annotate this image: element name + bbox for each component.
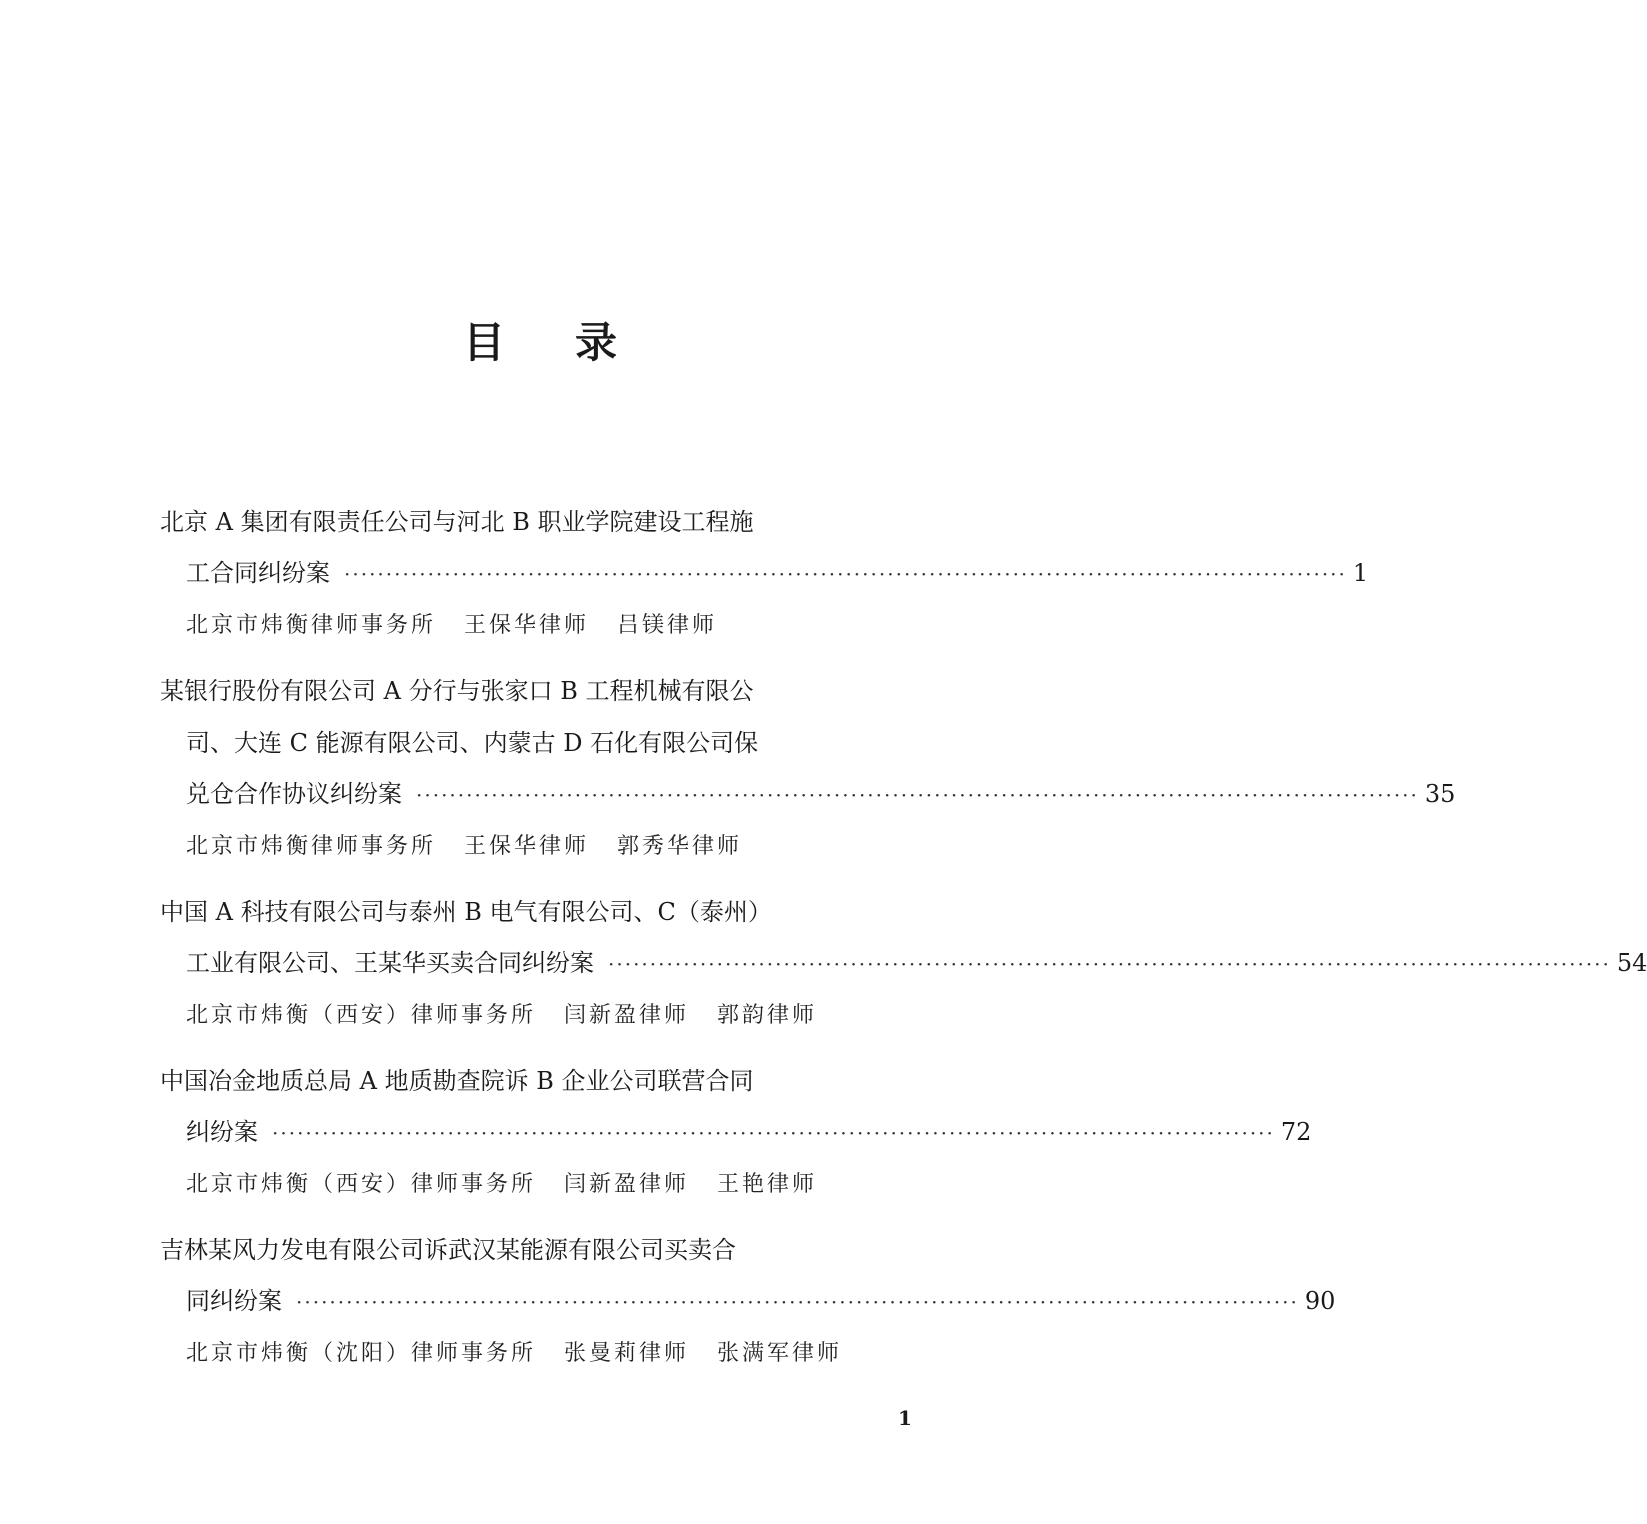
toc-entry-4-authors (186, 1170, 845, 1200)
toc-entry-page: 35 (1424, 780, 1456, 808)
author-firm: 北京市炜衡（西安）律师事务所 (186, 1172, 537, 1197)
leader-dots: ························································································································ (296, 1290, 1299, 1314)
toc-entry-5-authors (186, 1339, 870, 1369)
toc-entry-2-line-1[interactable]: 某银行股份有限公司 A 分行与张家口 B 工程机械有限公 (160, 677, 754, 705)
toc-entry-title-end: 纠纷案 (186, 1118, 258, 1146)
author-firm: 北京市炜衡律师事务所 (186, 613, 437, 638)
page-title: 目录 (462, 318, 687, 367)
author-lawyer: 王保华律师 (464, 834, 590, 859)
toc-entry-page: 90 (1304, 1287, 1336, 1315)
author-firm: 北京市炜衡律师事务所 (186, 834, 437, 859)
toc-entry-page: 54 (1616, 949, 1647, 977)
toc-entry-4-last-line[interactable] (186, 1116, 1312, 1148)
toc-entry-5-line-1[interactable]: 吉林某风力发电有限公司诉武汉某能源有限公司买卖合 (160, 1236, 736, 1264)
author-lawyer: 王艳律师 (717, 1172, 818, 1197)
toc-entry-2-last-line[interactable] (186, 778, 1456, 810)
toc-entry-1-line-1[interactable]: 北京 A 集团有限责任公司与河北 B 职业学院建设工程施 (160, 508, 754, 536)
toc-entry-3-last-line[interactable] (186, 947, 1647, 979)
leader-dots: ························································································································ (416, 783, 1419, 807)
author-lawyer: 吕镁律师 (617, 613, 718, 638)
toc-entry-title-end: 同纠纷案 (186, 1287, 282, 1315)
author-lawyer: 闫新盈律师 (564, 1172, 690, 1197)
toc-entry-page: 72 (1280, 1118, 1312, 1146)
author-lawyer: 郭秀华律师 (617, 834, 743, 859)
toc-entry-4-line-1[interactable]: 中国冶金地质总局 A 地质勘查院诉 B 企业公司联营合同 (160, 1067, 754, 1095)
toc-entry-2-line-2[interactable]: 司、大连 C 能源有限公司、内蒙古 D 石化有限公司保 (186, 729, 759, 757)
author-firm: 北京市炜衡（沈阳）律师事务所 (186, 1341, 537, 1366)
toc-entry-5-last-line[interactable] (186, 1285, 1336, 1317)
toc-entry-1-authors (186, 611, 745, 641)
leader-dots: ························································································································ (272, 1121, 1275, 1145)
toc-entry-title-end: 工业有限公司、王某华买卖合同纠纷案 (186, 949, 594, 977)
leader-dots: ························································································································ (608, 952, 1611, 976)
toc-entry-1-last-line[interactable] (186, 557, 1369, 589)
toc-entry-title-end: 兑仓合作协议纠纷案 (186, 780, 402, 808)
author-lawyer: 张满军律师 (717, 1341, 843, 1366)
toc-entry-page: 1 (1352, 559, 1369, 587)
toc-entry-3-line-1[interactable]: 中国 A 科技有限公司与泰州 B 电气有限公司、C（泰州） (160, 898, 772, 926)
author-firm: 北京市炜衡（西安）律师事务所 (186, 1003, 537, 1028)
author-lawyer: 张曼莉律师 (564, 1341, 690, 1366)
toc-entry-title-end: 工合同纠纷案 (186, 559, 330, 587)
toc-entry-3-authors (186, 1001, 845, 1031)
author-lawyer: 闫新盈律师 (564, 1003, 690, 1028)
toc-entry-2-authors (186, 832, 770, 862)
author-lawyer: 郭韵律师 (717, 1003, 818, 1028)
leader-dots: ························································································································ (344, 562, 1347, 586)
page-number: 1 (898, 1406, 912, 1430)
author-lawyer: 王保华律师 (464, 613, 590, 638)
